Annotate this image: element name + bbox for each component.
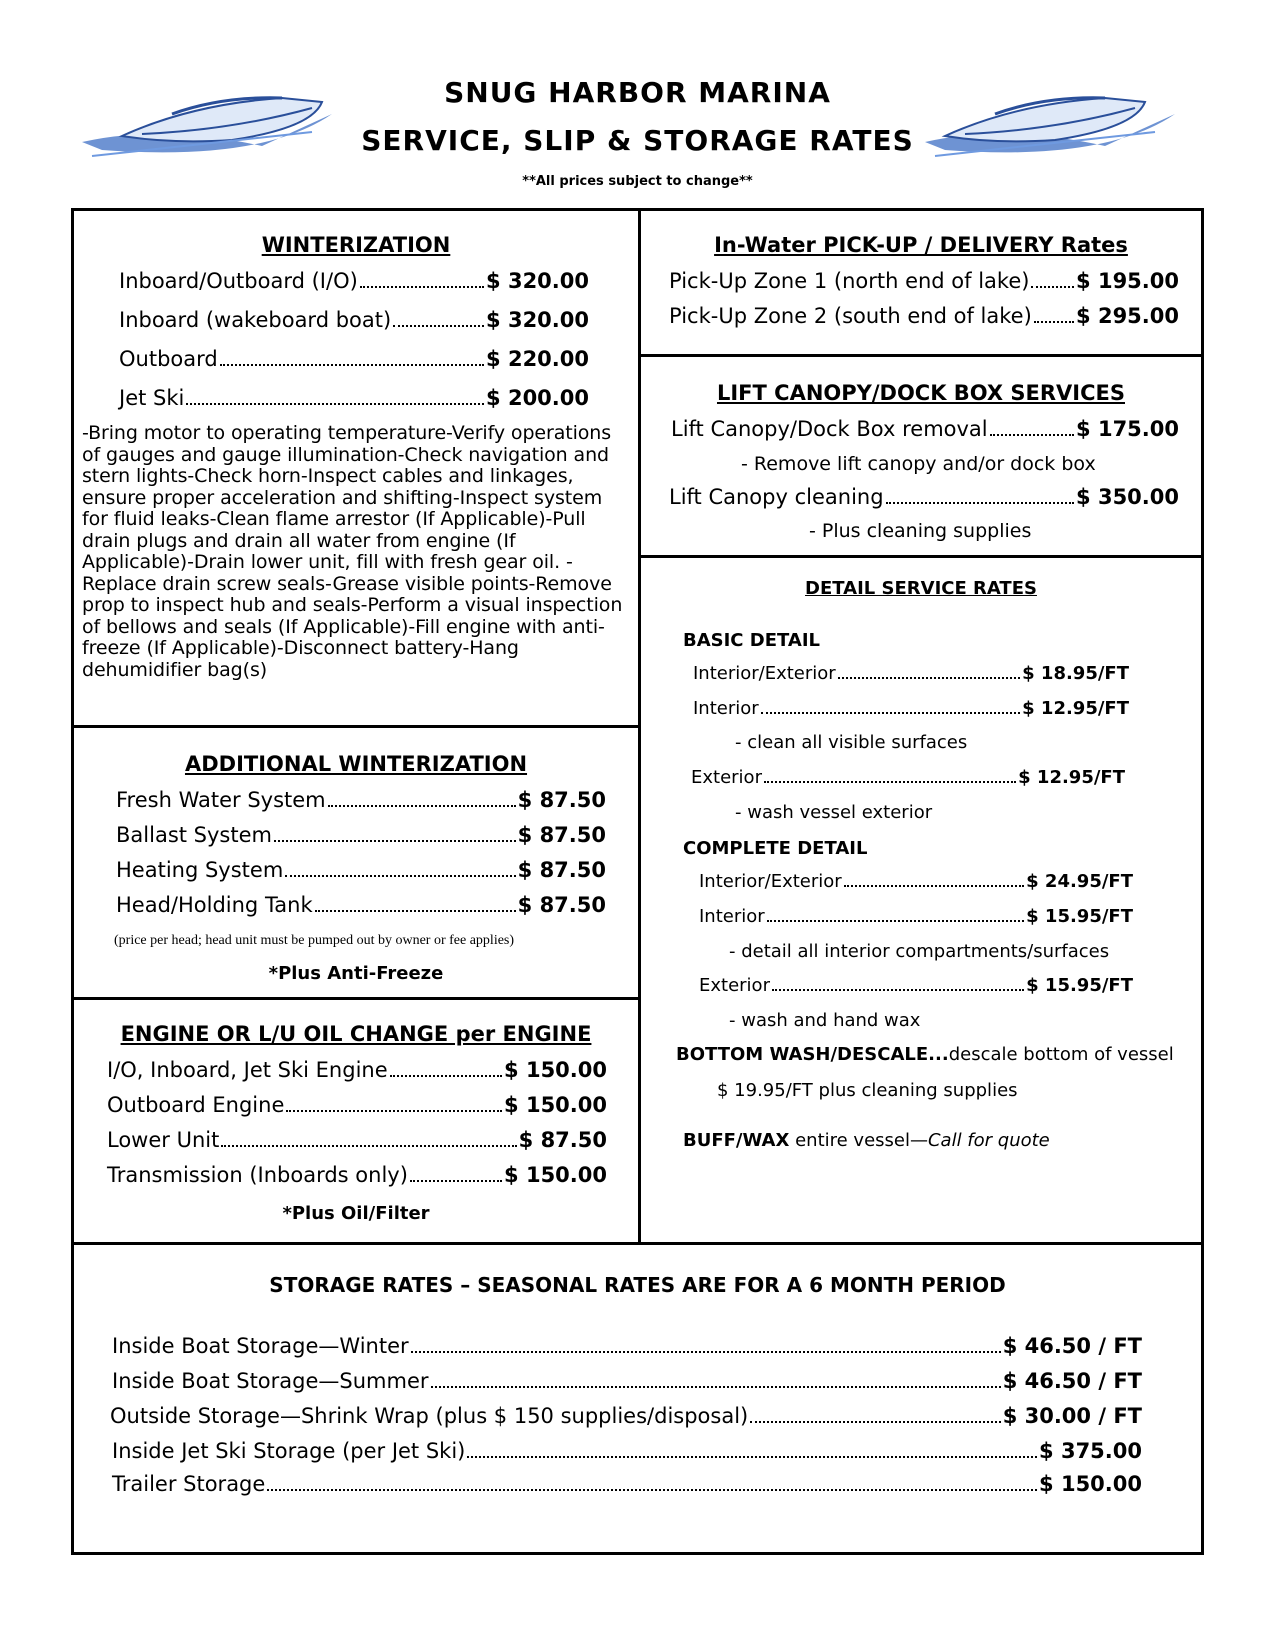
service-label: Exterior [691, 767, 762, 788]
price-row [669, 269, 1179, 293]
price-value: $ 87.50 [518, 1128, 607, 1152]
price-value: $ 200.00 [486, 386, 589, 410]
price-row [116, 858, 606, 882]
service-label: Interior [693, 698, 759, 719]
dot-leader [274, 839, 516, 842]
price-row [671, 417, 1179, 441]
dot-leader [761, 711, 1020, 714]
pickup-delivery-section [638, 208, 1204, 357]
price-row [112, 1439, 1142, 1463]
page-subtitle: SERVICE, SLIP & STORAGE RATES [361, 124, 914, 157]
service-label: Exterior [699, 975, 770, 996]
detail-heading: DETAIL SERVICE RATES [805, 578, 1037, 599]
dot-leader [286, 1109, 502, 1112]
price-value: $ 18.95/FT [1022, 663, 1129, 684]
service-label: Inside Boat Storage—Winter [112, 1334, 409, 1358]
price-row [699, 906, 1133, 927]
oil-change-section [71, 997, 641, 1245]
service-label: Transmission (Inboards only) [107, 1163, 408, 1187]
service-label: Inboard (wakeboard boat) [119, 308, 392, 332]
price-value: $ 320.00 [486, 269, 589, 293]
price-row [693, 663, 1129, 684]
price-row [116, 788, 606, 812]
price-value: $ 87.50 [517, 893, 606, 917]
price-value: $ 46.50 / FT [1002, 1334, 1142, 1358]
service-label: Pick-Up Zone 1 (north end of lake) [669, 269, 1030, 293]
detail-service-section [638, 555, 1204, 1245]
service-note: - wash and hand wax [729, 1010, 921, 1031]
buff-wax-line: BUFF/WAX entire vessel—Call for quote [683, 1130, 1050, 1151]
price-row [669, 304, 1179, 328]
pickup-heading: In-Water PICK-UP / DELIVERY Rates [714, 233, 1128, 257]
price-row [107, 1163, 607, 1187]
price-value: $ 15.95/FT [1026, 975, 1133, 996]
service-label: Lift Canopy/Dock Box removal [671, 417, 988, 441]
service-label: Outside Storage—Shrink Wrap (plus $ 150 supplies/disposal) [110, 1404, 749, 1428]
service-label: Interior [699, 906, 765, 927]
service-label: Jet Ski [119, 386, 185, 410]
price-value: $ 150.00 [504, 1058, 607, 1082]
dot-leader [315, 909, 516, 912]
price-row [119, 308, 589, 332]
service-label: Inside Boat Storage—Summer [112, 1369, 429, 1393]
price-value: $ 12.95/FT [1022, 698, 1129, 719]
price-value: $ 220.00 [486, 347, 589, 371]
storage-heading: STORAGE RATES – SEASONAL RATES ARE FOR A 6 MONTH PERIOD [269, 1273, 1006, 1297]
price-row [119, 269, 589, 293]
lift-canopy-section [638, 354, 1204, 558]
price-value: $ 30.00 / FT [1002, 1404, 1142, 1428]
price-value: $ 15.95/FT [1026, 906, 1133, 927]
price-row [112, 1334, 1142, 1358]
price-row [699, 871, 1133, 892]
price-row [669, 485, 1179, 509]
price-value: $ 150.00 [1039, 1472, 1142, 1496]
service-label: Outboard [119, 347, 218, 371]
head-unit-note: (price per head; head unit must be pumped out by owner or fee applies) [114, 933, 515, 948]
service-label: Pick-Up Zone 2 (south end of lake) [669, 304, 1032, 328]
dot-leader [1031, 285, 1074, 288]
price-row [691, 767, 1125, 788]
price-row [107, 1093, 607, 1117]
additional-winterization-section [71, 725, 641, 1000]
price-value: $ 175.00 [1076, 417, 1179, 441]
price-value: $ 87.50 [517, 788, 606, 812]
dot-leader [221, 1144, 516, 1147]
price-row [119, 386, 589, 410]
dot-leader [838, 676, 1020, 679]
service-label: Interior/Exterior [693, 663, 836, 684]
lift-canopy-heading: LIFT CANOPY/DOCK BOX SERVICES [716, 381, 1125, 405]
price-value: $ 150.00 [504, 1163, 607, 1187]
dot-leader [267, 1488, 1037, 1491]
service-label: Trailer Storage [112, 1472, 266, 1496]
service-note: - clean all visible surfaces [735, 732, 968, 753]
price-row [112, 1369, 1142, 1393]
dot-leader [360, 285, 484, 288]
winterization-section [71, 208, 641, 728]
dot-leader [750, 1420, 1000, 1423]
dot-leader [411, 1350, 1001, 1353]
price-row [107, 1058, 607, 1082]
price-row [116, 823, 606, 847]
price-row [112, 1472, 1142, 1496]
oil-change-heading: ENGINE OR L/U OIL CHANGE per ENGINE [120, 1022, 592, 1046]
service-label: Outboard Engine [107, 1093, 285, 1117]
price-value: $ 24.95/FT [1026, 871, 1133, 892]
bottom-wash-line: BOTTOM WASH/DESCALE...descale bottom of vessel [676, 1044, 1174, 1065]
dot-leader [410, 1179, 502, 1182]
dot-leader [431, 1385, 1001, 1388]
price-value: $ 350.00 [1076, 485, 1179, 509]
service-label: Heating System [116, 858, 284, 882]
service-note: - Remove lift canopy and/or dock box [741, 453, 1096, 475]
price-value: $ 195.00 [1076, 269, 1179, 293]
dot-leader [467, 1455, 1037, 1458]
bottom-wash-price: $ 19.95/FT plus cleaning supplies [717, 1080, 1018, 1101]
service-label: Head/Holding Tank [116, 893, 313, 917]
dot-leader [886, 501, 1074, 504]
dot-leader [772, 988, 1024, 991]
service-label: Interior/Exterior [699, 871, 842, 892]
plus-oil-filter-note: *Plus Oil/Filter [282, 1203, 430, 1224]
price-row [699, 975, 1133, 996]
service-note: - wash vessel exterior [735, 802, 933, 823]
additional-winterization-heading: ADDITIONAL WINTERIZATION [184, 752, 528, 776]
service-label: Lift Canopy cleaning [669, 485, 884, 509]
price-value: $ 320.00 [486, 308, 589, 332]
dot-leader [285, 874, 515, 877]
storage-rates-section [71, 1242, 1204, 1555]
service-label: Fresh Water System [116, 788, 326, 812]
dot-leader [328, 804, 516, 807]
price-row [116, 893, 606, 917]
service-label: Inside Jet Ski Storage (per Jet Ski) [112, 1439, 466, 1463]
price-value: $ 150.00 [504, 1093, 607, 1117]
service-note: - Plus cleaning supplies [809, 520, 1032, 542]
dot-leader [764, 780, 1016, 783]
service-label: Ballast System [116, 823, 272, 847]
basic-detail-title: BASIC DETAIL [683, 630, 821, 651]
service-note: - detail all interior compartments/surfaces [729, 941, 1110, 962]
page-title: SNUG HARBOR MARINA [444, 76, 831, 109]
price-row [110, 1404, 1142, 1428]
price-row [119, 347, 589, 371]
plus-antifreeze-note: *Plus Anti-Freeze [268, 963, 444, 984]
price-value: $ 87.50 [517, 823, 606, 847]
price-row [107, 1128, 607, 1152]
dot-leader [186, 402, 484, 405]
winterization-description: -Bring motor to operating temperature-Verify operations of gauges and gauge illumination-Check navigation and stern lights-Check horn-Inspect cables and linkages, ensure proper acceleration and shifting-Inspect system for fluid leaks-Clean flame arrestor (If Applicable)-Pull drain plugs and drain all water from engine (If Applicable)-Drain lower unit, fill with fresh gear oil. -Replace drain screw seals-Grease visible points-Remove prop to inspect hub and seals-Perform a visual inspection of bellows and seals (If Applicable)-Fill engine with anti-freeze (If Applicable)-Disconnect battery-Hang dehumidifier bag(s) [82, 422, 623, 681]
dot-leader [767, 919, 1024, 922]
price-value: $ 87.50 [517, 858, 606, 882]
price-row [693, 698, 1129, 719]
dot-leader [220, 363, 484, 366]
service-label: I/O, Inboard, Jet Ski Engine [107, 1058, 388, 1082]
service-label: Inboard/Outboard (I/O) [119, 269, 358, 293]
dot-leader [990, 433, 1074, 436]
price-value: $ 375.00 [1039, 1439, 1142, 1463]
dot-leader [1034, 320, 1074, 323]
price-value: $ 12.95/FT [1018, 767, 1125, 788]
price-value: $ 295.00 [1076, 304, 1179, 328]
dot-leader [844, 884, 1024, 887]
service-label: Lower Unit [107, 1128, 220, 1152]
winterization-heading: WINTERIZATION [261, 233, 451, 257]
price-disclaimer: **All prices subject to change** [522, 174, 753, 189]
price-value: $ 46.50 / FT [1002, 1369, 1142, 1393]
dot-leader [393, 324, 484, 327]
complete-detail-title: COMPLETE DETAIL [683, 838, 868, 859]
dot-leader [390, 1074, 502, 1077]
